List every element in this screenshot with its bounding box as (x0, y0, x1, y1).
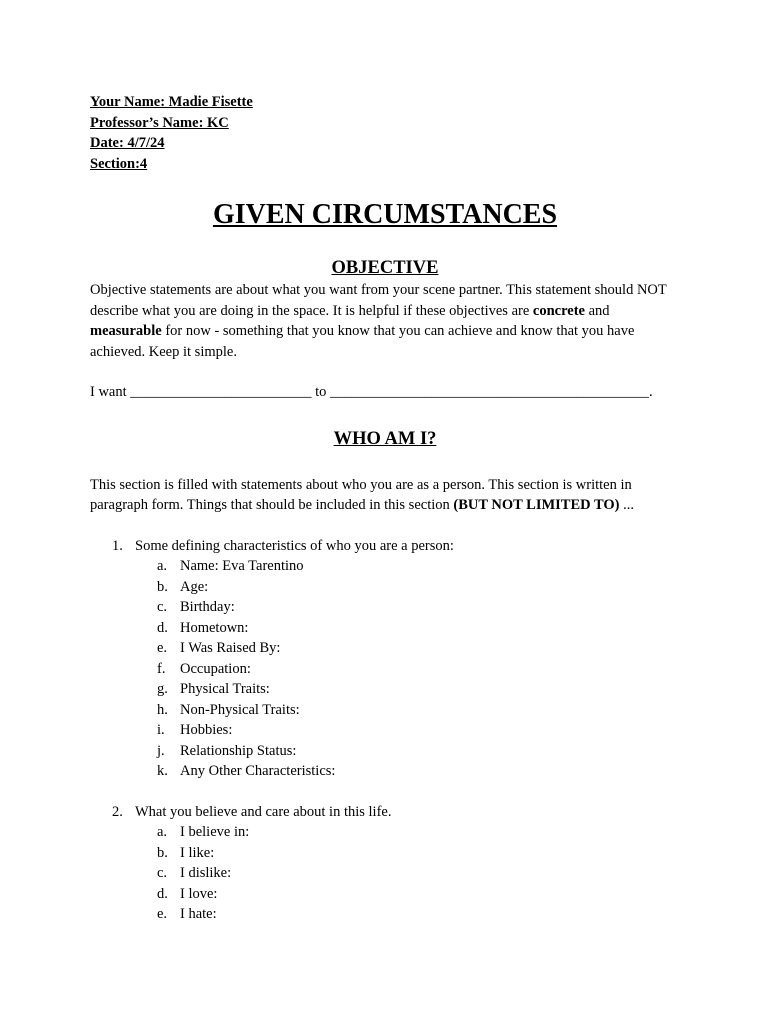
sub-text: Non-Physical Traits: (180, 701, 300, 718)
objective-paragraph (90, 280, 680, 362)
sub-item-occupation (135, 659, 680, 680)
list-number: 1. (112, 537, 123, 554)
sub-text: Age: (180, 578, 209, 595)
sub-letter: i. (157, 722, 165, 738)
sub-item-like (135, 843, 680, 864)
sub-letter: h. (157, 701, 168, 718)
sub-text: Relationship Status: (180, 742, 297, 759)
sub-letter: d. (157, 885, 168, 902)
not-limited-bold: (BUT NOT LIMITED TO) (453, 497, 620, 513)
sub-item-physical-traits (135, 679, 680, 700)
sub-letter: d. (157, 619, 168, 636)
sub-letter: f. (157, 660, 166, 677)
sub-letter: g. (157, 681, 168, 697)
sub-item-name (135, 556, 680, 577)
sub-item-hobbies (135, 720, 680, 741)
sub-text: I dislike: (180, 865, 232, 881)
objective-text-1: Objective statements are about what you want from your scene partner. This statement should NOT describe what you are doing in the space. It is helpful if these objectives are (90, 282, 667, 319)
sub-letter: b. (157, 578, 168, 595)
sub-text: Hometown: (180, 619, 249, 636)
sub-item-birthday (135, 597, 680, 618)
sub-text: I like: (180, 844, 215, 861)
sub-text: Occupation: (180, 660, 251, 677)
who-am-i-paragraph (90, 475, 680, 516)
objective-heading: OBJECTIVE (331, 258, 439, 278)
sub-letter: j. (157, 742, 165, 759)
list-item-characteristics (90, 536, 680, 782)
objective-text-3: for now - something that you know that you can achieve and know that you have achieved. Keep it simple. (90, 323, 635, 360)
document-page (90, 92, 680, 925)
sub-text: Any Other Characteristics: (180, 763, 336, 779)
beliefs-sublist (135, 822, 680, 925)
sub-letter: k. (157, 763, 168, 779)
sub-text: Hobbies: (180, 722, 233, 738)
who-text-1: This section is filled with statements about who you are as a person. This section is written in paragraph form. Things that should be included in this section (90, 476, 632, 513)
sub-text: I hate: (180, 906, 217, 922)
sub-item-believe-in (135, 822, 680, 843)
sub-letter: c. (157, 599, 168, 615)
sub-item-dislike (135, 863, 680, 884)
sub-letter: a. (157, 824, 168, 840)
sub-text: I love: (180, 885, 218, 902)
measurable-bold: measurable (90, 323, 162, 339)
who-am-i-list (90, 536, 680, 925)
sub-text: Birthday: (180, 599, 235, 615)
sub-text: I Was Raised By: (180, 640, 281, 656)
who-text-2: ... (619, 497, 635, 513)
objective-fill-in-line: I want _________________________ to ____________________________________________. (90, 384, 653, 400)
sub-text: I believe in: (180, 824, 250, 840)
objective-text-2: and (584, 302, 610, 319)
document-title: GIVEN CIRCUMSTANCES (212, 199, 558, 230)
student-name-line: Your Name: Madie Fisette (90, 94, 253, 110)
list-item-text: What you believe and care about in this life. (135, 803, 392, 820)
sub-letter: c. (157, 865, 168, 881)
sub-item-relationship-status (135, 741, 680, 762)
sub-item-love (135, 884, 680, 905)
date-line: Date: 4/7/24 (90, 135, 165, 151)
sub-item-age (135, 577, 680, 598)
section-line: Section:4 (90, 155, 148, 172)
sub-item-other-characteristics (135, 761, 680, 782)
who-am-i-heading: WHO AM I? (333, 428, 437, 449)
sub-item-hometown (135, 618, 680, 639)
sub-text: Name: Eva Tarentino (180, 558, 304, 574)
sub-item-non-physical-traits (135, 700, 680, 721)
sub-letter: e. (157, 906, 168, 922)
list-item-beliefs (90, 802, 680, 925)
professor-name-line: Professor’s Name: KC (90, 114, 229, 131)
characteristics-sublist (135, 556, 680, 782)
sub-text: Physical Traits: (180, 681, 270, 697)
concrete-bold: concrete (532, 302, 585, 319)
sub-letter: b. (157, 844, 168, 861)
sub-item-raised-by (135, 638, 680, 659)
sub-letter: a. (157, 558, 168, 574)
sub-letter: e. (157, 640, 168, 656)
sub-item-hate (135, 904, 680, 925)
list-item-text: Some defining characteristics of who you are a person: (135, 537, 454, 554)
list-number: 2. (112, 803, 123, 820)
